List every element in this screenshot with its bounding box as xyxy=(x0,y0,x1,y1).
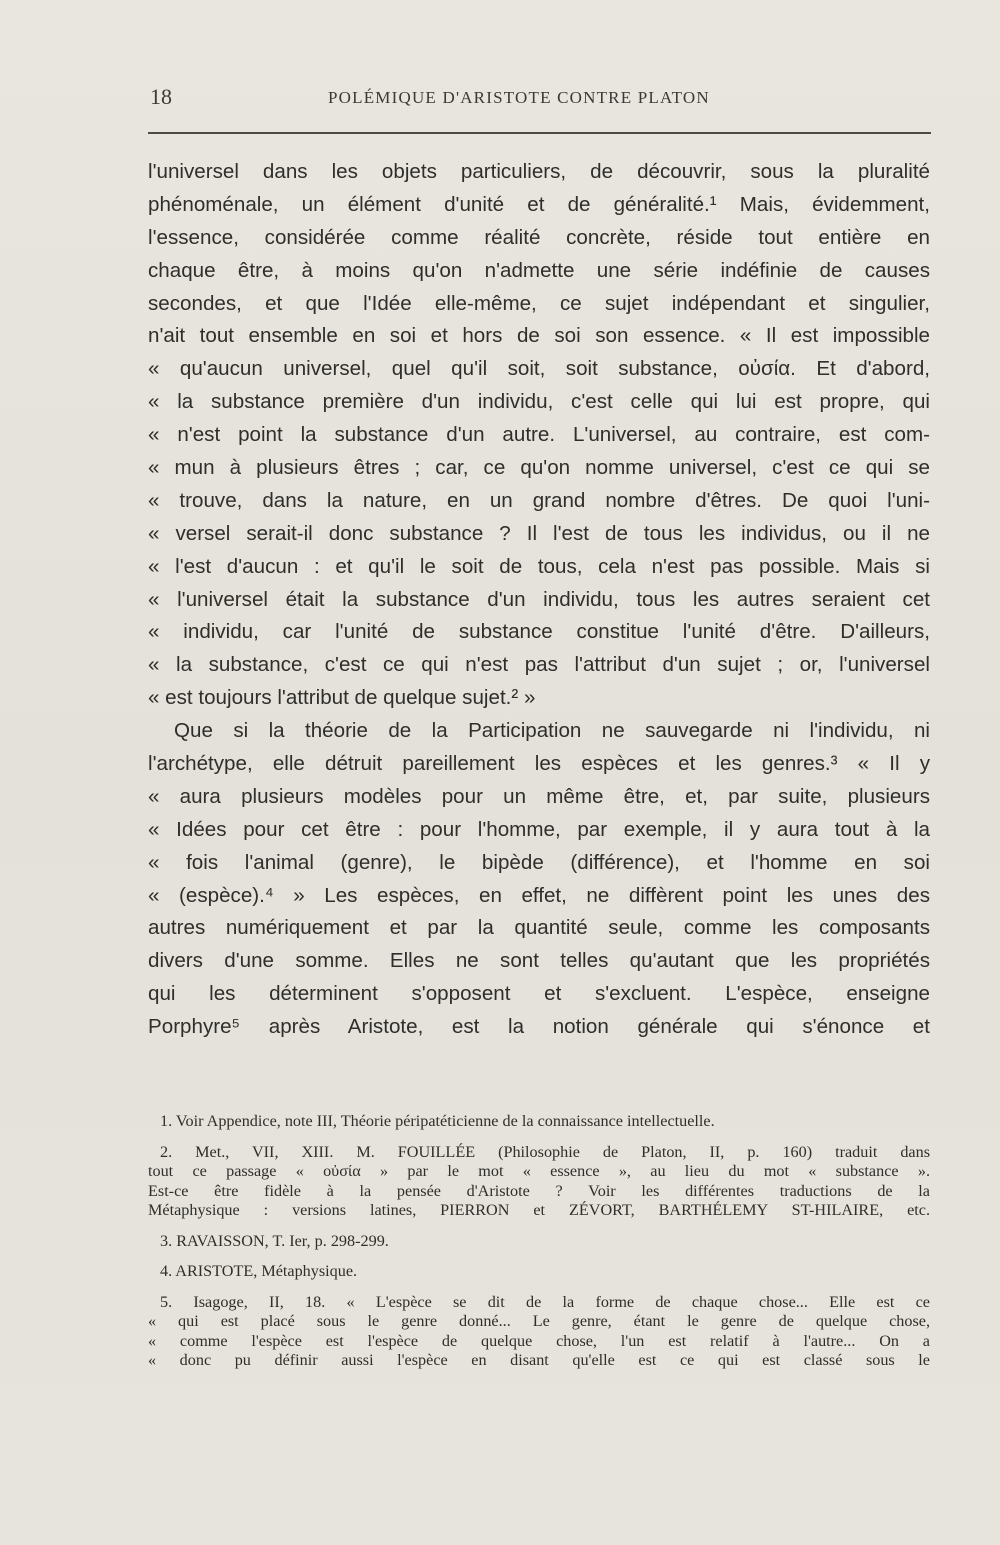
footnote-line: Est-ce être fidèle à la pensée d'Aristote ? Voir les différentes traductions de la xyxy=(148,1181,930,1200)
footnote-line: 3. RAVAISSON, T. Ier, p. 298-299. xyxy=(160,1231,389,1250)
text-line: « trouve, dans la nature, en un grand nombre d'êtres. De quoi l'uni- xyxy=(148,488,930,512)
text-line: « l'est d'aucun : et qu'il le soit de tous, cela n'est pas possible. Mais si xyxy=(148,554,930,578)
text-line: « aura plusieurs modèles pour un même être, et, par suite, plusieurs xyxy=(148,784,930,808)
text-line: « l'universel était la substance d'un individu, tous les autres seraient cet xyxy=(148,587,930,611)
text-line: l'universel dans les objets particuliers, de découvrir, sous la pluralité xyxy=(148,160,930,183)
text-line: « Idées pour cet être : pour l'homme, par exemple, il y aura tout à la xyxy=(148,817,930,841)
footnote-line: 5. Isagoge, II, 18. « L'espèce se dit de la forme de chaque chose... Elle est ce xyxy=(160,1292,930,1311)
footnote-line: Métaphysique : versions latines, PIERRON et ZÉVORT, BARTHÉLEMY ST-HILAIRE, etc. xyxy=(148,1201,930,1219)
text-line: « individu, car l'unité de substance constitue l'unité d'être. D'ailleurs, xyxy=(148,620,930,644)
footnote-line: « comme l'espèce est l'espèce de quelque chose, l'un est relatif à l'autre... On a xyxy=(148,1331,930,1350)
text-line: « fois l'animal (genre), le bipède (différence), et l'homme en soi xyxy=(148,850,930,874)
footnote-line: 4. ARISTOTE, Métaphysique. xyxy=(160,1262,358,1280)
footnote-2 xyxy=(148,1143,930,1221)
text-line: « versel serait-il donc substance ? Il l'est de tous les individus, ou il ne xyxy=(148,521,930,545)
footnotes xyxy=(148,1112,930,1371)
paragraph-start-line: Que si la théorie de la Participation ne sauvegarde ni l'individu, ni xyxy=(174,719,930,743)
text-line: « n'est point la substance d'un autre. L'universel, au contraire, est com- xyxy=(148,423,930,447)
footnote-line: tout ce passage « οὐσία » par le mot « essence », au lieu du mot « substance ». xyxy=(148,1162,930,1180)
text-line: secondes, et que l'Idée elle-même, ce sujet indépendant et singulier, xyxy=(148,291,930,315)
text-line: n'ait tout ensemble en soi et hors de soi son essence. « Il est impossible xyxy=(148,324,930,348)
footnote-4 xyxy=(148,1262,930,1282)
page-header xyxy=(148,84,930,124)
footnote-5 xyxy=(148,1293,930,1371)
text-line: « la substance première d'un individu, c'est celle qui lui est propre, qui xyxy=(148,390,930,414)
running-title: POLÉMIQUE D'ARISTOTE CONTRE PLATON xyxy=(328,88,710,107)
text-line: « (espèce).⁴ » Les espèces, en effet, ne diffèrent point les unes des xyxy=(148,883,930,907)
footnote-line: 1. Voir Appendice, note III, Théorie péripatéticienne de la connaissance intellectuelle. xyxy=(160,1112,715,1130)
text-line: « qu'aucun universel, quel qu'il soit, soit substance, οὐσία. Et d'abord, xyxy=(148,357,930,381)
header-rule xyxy=(148,132,931,134)
text-line: l'archétype, elle détruit pareillement les espèces et les genres.³ « Il y xyxy=(148,752,930,776)
text-line: l'essence, considérée comme réalité concrète, réside tout entière en xyxy=(148,225,930,249)
text-line: phénoménale, un élément d'unité et de généralité.¹ Mais, évidemment, xyxy=(148,192,930,216)
text-line: autres numériquement et par la quantité seule, comme les composants xyxy=(148,916,930,940)
footnote-line: « qui est placé sous le genre donné... Le genre, étant le genre de quelque chose, xyxy=(148,1312,930,1330)
text-line: « mun à plusieurs êtres ; car, ce qu'on nomme universel, c'est ce qui se xyxy=(148,456,930,480)
text-line: qui les déterminent s'opposent et s'excluent. L'espèce, enseigne xyxy=(148,982,930,1006)
text-line: Porphyre⁵ après Aristote, est la notion générale qui s'énonce et xyxy=(148,1015,930,1039)
footnote-3 xyxy=(148,1232,930,1252)
main-text xyxy=(148,156,930,1044)
footnote-line: 2. Met., VII, XIII. M. FOUILLÉE (Philosophie de Platon, II, p. 160) traduit dans xyxy=(160,1142,930,1161)
text-line: « est toujours l'attribut de quelque sujet.² » xyxy=(148,686,536,710)
text-line: « la substance, c'est ce qui n'est pas l'attribut d'un sujet ; or, l'universel xyxy=(148,653,930,677)
page-number: 18 xyxy=(150,84,172,109)
footnote-1 xyxy=(148,1112,930,1132)
footnote-line: « donc pu définir aussi l'espèce en disant qu'elle est ce qui est classé sous le xyxy=(148,1351,930,1369)
text-line: divers d'une somme. Elles ne sont telles qu'autant que les propriétés xyxy=(148,949,930,973)
text-line: chaque être, à moins qu'on n'admette une série indéfinie de causes xyxy=(148,258,930,282)
